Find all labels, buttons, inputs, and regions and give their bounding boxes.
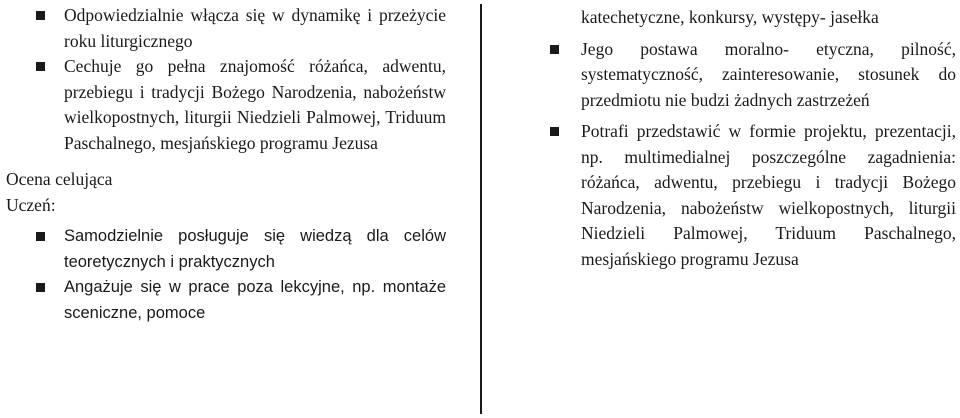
list-item xyxy=(548,37,956,114)
list-item-text: Angażuje się w prace poza lekcyjne, np. montaże sceniczne, pomoce xyxy=(64,278,446,322)
continued-text: katechetyczne, konkursy, występy- jasełka xyxy=(581,7,879,27)
list-item-text: Odpowiedzialnie włącza się w dynamikę i przeżycie roku liturgicznego xyxy=(64,5,446,51)
list-item-text: Cechuje go pełna znajomość różańca, adwentu, przebiegu i tradycji Bożego Narodzenia, nabożeństw wielkopostnych, liturgii Niedzieli Palmowej, Triduum Paschalnego, mesjańskiego programu Jezusa xyxy=(64,56,446,153)
list-item-text: Jego postawa moralno- etyczna, pilność, systematyczność, zainteresowanie, stosunek do przedmiotu nie budzi żadnych zastrzeżeń xyxy=(581,38,956,110)
square-bullet-icon xyxy=(36,283,45,292)
left-column xyxy=(6,3,446,326)
right-list xyxy=(548,37,956,273)
list-item xyxy=(6,3,446,54)
student-label: Uczeń: xyxy=(6,194,56,215)
list-item-text: Potrafi przedstawić w formie projektu, prezentacji, np. multimedialnej poszczególne zagadnienia: różańca, adwentu, przebiegu i tradycji Bożego Narodzenia, nabożeństw wielkopostnych, liturgii Niedzieli Palmowej, Triduum Paschalnego, mesjańskiego programu Jezusa xyxy=(581,121,956,269)
square-bullet-icon xyxy=(550,45,559,54)
square-bullet-icon xyxy=(36,232,45,241)
left-top-list xyxy=(6,3,446,156)
list-item xyxy=(6,54,446,156)
square-bullet-icon xyxy=(550,127,559,136)
square-bullet-icon xyxy=(36,11,45,20)
list-item-text: Samodzielnie posługuje się wiedzą dla celów teoretycznych i praktycznych xyxy=(64,227,446,271)
right-column xyxy=(548,5,956,272)
column-divider xyxy=(480,4,482,414)
square-bullet-icon xyxy=(36,62,45,71)
left-bottom-list xyxy=(6,224,446,326)
grade-heading: Ocena celująca xyxy=(6,169,113,189)
list-item xyxy=(548,119,956,272)
list-item xyxy=(6,224,446,275)
list-item xyxy=(6,275,446,326)
